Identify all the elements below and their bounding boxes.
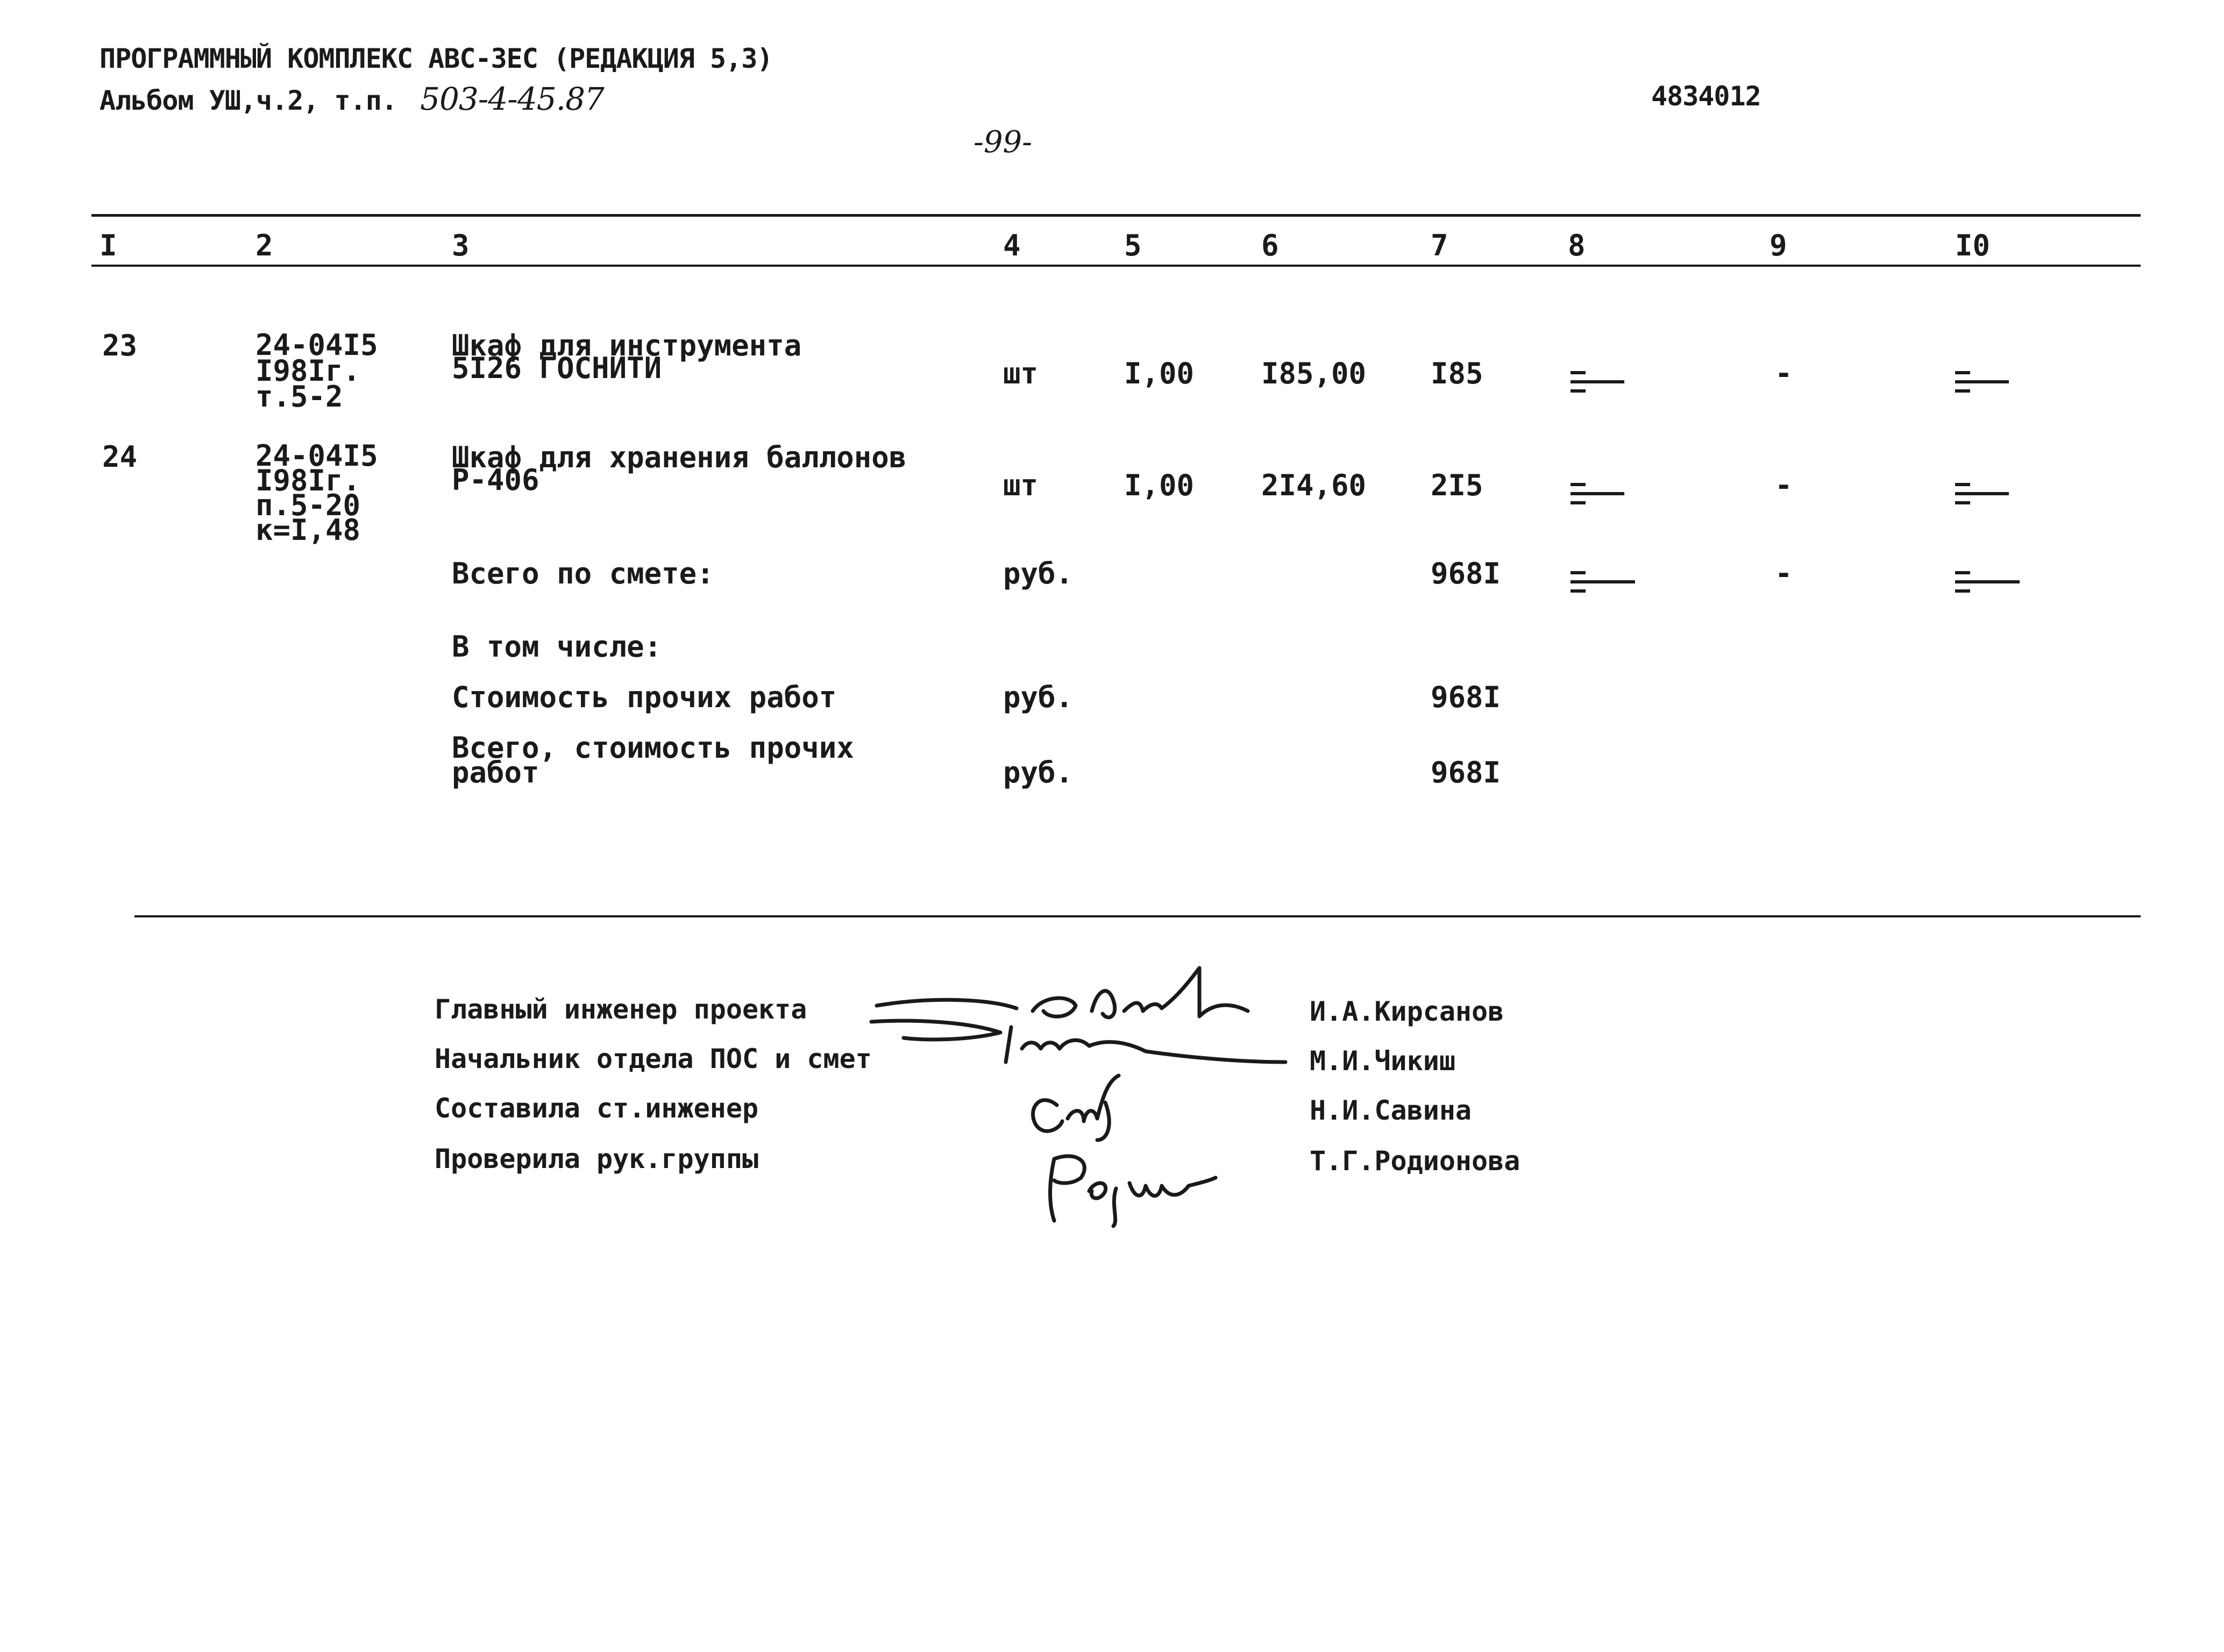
row-quantity: I,00	[1124, 357, 1195, 390]
row-price: I85,00	[1261, 357, 1367, 390]
row-code: 24-04I5 I98Iг. т.5-2	[255, 328, 378, 414]
column-number-10: I0	[1955, 229, 1991, 262]
signature-role-chief-engineer: Главный инженер проекта	[435, 994, 807, 1025]
row-name: Шкаф для инструмента 5I26 ГОСНИТИ	[452, 329, 802, 385]
summary-total: 968I	[1431, 756, 1501, 789]
column-number-2: 2	[255, 229, 273, 262]
summary-total: 968I	[1431, 680, 1501, 714]
row-unit: шт	[1003, 468, 1039, 502]
signature-kirsanov	[877, 968, 1248, 1017]
signature-role-compiler: Составила ст.инженер	[435, 1093, 759, 1124]
row-total: I85	[1431, 357, 1483, 390]
summary-total: 968I	[1431, 557, 1501, 590]
summary-unit: руб.	[1003, 557, 1074, 590]
row-code: 24-04I5 I98Iг. п.5-20 к=I,48	[255, 439, 378, 547]
summary-label: Всего по смете:	[452, 557, 714, 590]
summary-label: Стоимость прочих работ	[452, 680, 837, 714]
column-number-9: 9	[1770, 229, 1787, 262]
signature-name-kirsanov: И.А.Кирсанов	[1310, 996, 1504, 1027]
program-title: ПРОГРАММНЫЙ КОМПЛЕКС АВС-3ЕС (РЕДАКЦИЯ 5,3)	[100, 43, 773, 74]
row-position: 23	[102, 329, 138, 362]
document-number: 4834012	[1651, 81, 1761, 112]
summary-label: Всего, стоимость прочих работ	[452, 731, 854, 789]
row-total: 2I5	[1431, 468, 1483, 502]
summary-unit: руб.	[1003, 680, 1074, 714]
signature-chikish	[871, 1021, 1285, 1062]
row-col9: -	[1775, 468, 1793, 502]
column-number-1: I	[100, 229, 117, 262]
summary-col9: -	[1775, 557, 1793, 590]
column-number-8: 8	[1568, 229, 1586, 262]
signature-name-chikish: М.И.Чикиш	[1310, 1045, 1455, 1077]
summary-including-label: В том числе:	[452, 630, 662, 664]
column-number-7: 7	[1431, 229, 1448, 262]
row-unit: шт	[1003, 357, 1039, 390]
column-number-3: 3	[452, 229, 470, 262]
column-number-4: 4	[1003, 229, 1021, 262]
summary-unit: руб.	[1003, 756, 1074, 789]
signature-role-department-head: Начальник отдела ПОС и смет	[435, 1043, 872, 1074]
signature-rodionova	[1050, 1156, 1216, 1226]
signature-name-rodionova: Т.Г.Родионова	[1310, 1145, 1520, 1177]
album-prefix: Альбом УШ,ч.2, т.п.	[100, 85, 397, 116]
column-number-6: 6	[1261, 229, 1279, 262]
column-number-5: 5	[1124, 229, 1142, 262]
signature-name-savina: Н.И.Савина	[1310, 1095, 1472, 1126]
row-quantity: I,00	[1124, 468, 1195, 502]
row-position: 24	[102, 440, 138, 474]
page-number: -99-	[974, 125, 1033, 160]
row-name: Шкаф для хранения баллонов Р-406	[452, 440, 907, 497]
row-price: 2I4,60	[1261, 468, 1367, 502]
album-number-handwritten: 503-4-45.87	[420, 81, 604, 117]
signature-savina	[1033, 1076, 1119, 1140]
row-col9: -	[1775, 357, 1793, 390]
signature-role-checker: Проверила рук.группы	[435, 1143, 759, 1174]
